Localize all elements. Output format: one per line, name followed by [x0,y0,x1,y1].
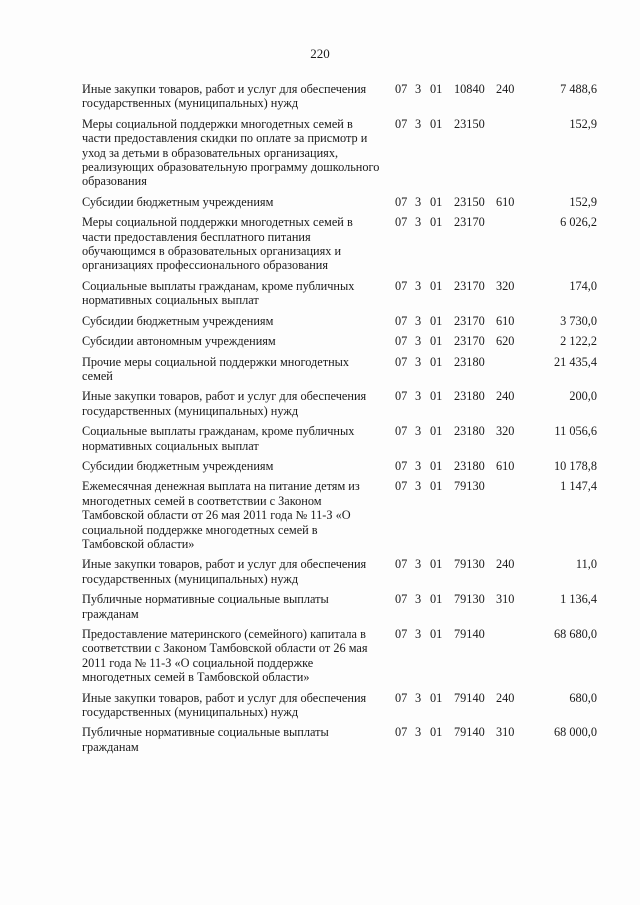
code-direction: 23150 [454,116,485,131]
table-row [0,627,640,685]
table-row [0,389,640,418]
code-program: 01 [430,557,443,572]
code-direction: 23150 [454,194,485,209]
table-row [0,82,640,111]
code-program: 01 [430,82,443,96]
row-name: Меры социальной поддержки многодетных семей в части предоставления скидки по оплате за присмотр и уход за детьми в образовательных организациях, реализующих образовательную программу дошкольного образования [82,116,380,189]
code-program: 01 [430,592,443,607]
code-direction: 23170 [454,215,485,230]
code-expense-type: 620 [496,334,515,349]
code-section: 07 [395,215,408,230]
code-program: 01 [430,458,443,473]
budget-table [0,82,640,760]
code-direction: 23170 [454,313,485,328]
code-program: 01 [430,424,443,439]
table-row [0,117,640,189]
table-row [0,355,640,384]
table-row [0,314,640,328]
code-expense-type: 240 [496,690,515,705]
amount: 3 730,0 [560,313,597,328]
row-name: Меры социальной поддержки многодетных семей в части предоставления бесплатного питания обучающимся в образовательных организациях и организациях профессионального образования [82,215,353,273]
code-program: 01 [430,479,443,494]
code-subsection: 3 [415,424,422,439]
row-name: Социальные выплаты гражданам, кроме публичных нормативных социальных выплат [82,424,355,453]
code-section: 07 [395,389,408,404]
code-expense-type: 320 [496,424,515,439]
code-program: 01 [430,116,443,131]
code-section: 07 [395,424,408,439]
amount: 174,0 [569,278,597,293]
code-section: 07 [395,557,408,572]
table-row [0,592,640,621]
table-row [0,279,640,308]
code-program: 01 [430,278,443,293]
code-program: 01 [430,354,443,369]
code-section: 07 [395,278,408,293]
page-number: 220 [310,46,330,61]
code-subsection: 3 [415,458,422,473]
code-section: 07 [395,116,408,131]
table-row [0,479,640,551]
amount: 11 056,6 [554,424,597,439]
code-section: 07 [395,592,408,607]
row-name: Публичные нормативные социальные выплаты гражданам [82,725,329,754]
code-subsection: 3 [415,194,422,209]
code-section: 07 [395,627,408,641]
table-row [0,334,640,348]
code-subsection: 3 [415,479,422,494]
code-section: 07 [395,458,408,473]
code-subsection: 3 [415,116,422,131]
table-row [0,195,640,209]
code-subsection: 3 [415,627,422,641]
row-name: Прочие меры социальной поддержки многодетных семей [82,354,350,383]
amount: 1 136,4 [560,592,597,607]
amount: 680,0 [569,690,597,705]
code-program: 01 [430,334,443,349]
row-name: Субсидии бюджетным учреждениям [82,458,274,473]
table-row [0,424,640,453]
code-program: 01 [430,627,443,641]
amount: 10 178,8 [553,458,597,473]
table-row [0,557,640,586]
table-row [0,215,640,273]
amount: 68 000,0 [553,725,597,740]
code-section: 07 [395,354,408,369]
code-subsection: 3 [415,557,422,572]
code-direction: 23180 [454,354,485,369]
code-subsection: 3 [415,215,422,230]
row-name: Социальные выплаты гражданам, кроме публичных нормативных социальных выплат [82,278,355,308]
code-subsection: 3 [415,334,422,349]
amount: 2 122,2 [560,334,597,349]
table-row [0,691,640,720]
code-subsection: 3 [415,278,422,293]
code-direction: 79140 [454,690,485,705]
amount: 21 435,4 [553,354,597,369]
row-name: Иные закупки товаров, работ и услуг для обеспечения государственных (муниципальных) нужд [82,389,367,418]
code-program: 01 [430,215,443,230]
code-section: 07 [395,479,408,494]
row-name: Ежемесячная денежная выплата на питание детям из многодетных семей в соответствии с Законом Тамбовской области от 26 мая 2011 года № 11-З «О социальной поддержке многодетных семей в Тамбовской области» [82,479,360,551]
code-expense-type: 610 [496,458,515,473]
code-section: 07 [395,334,408,349]
code-program: 01 [430,313,443,328]
amount: 200,0 [569,389,597,404]
code-expense-type: 320 [496,278,515,293]
code-direction: 79140 [454,627,485,641]
table-row [0,459,640,473]
code-expense-type: 240 [496,82,515,96]
code-expense-type: 310 [496,592,515,607]
code-direction: 79130 [454,479,485,494]
code-subsection: 3 [415,354,422,369]
code-expense-type: 610 [496,194,515,209]
code-section: 07 [395,313,408,328]
row-name: Субсидии бюджетным учреждениям [82,194,274,209]
code-subsection: 3 [415,313,422,328]
row-name: Иные закупки товаров, работ и услуг для обеспечения государственных (муниципальных) нужд [82,690,367,720]
row-name: Иные закупки товаров, работ и услуг для обеспечения государственных (муниципальных) нужд [82,82,367,111]
code-program: 01 [430,725,443,740]
code-subsection: 3 [415,389,422,404]
amount: 7 488,6 [560,82,597,96]
code-program: 01 [430,690,443,705]
table-row [0,725,640,754]
amount: 152,9 [569,194,597,209]
row-name: Иные закупки товаров, работ и услуг для обеспечения государственных (муниципальных) нужд [82,557,367,586]
code-direction: 23180 [454,424,485,439]
amount: 68 680,0 [553,627,597,641]
code-direction: 23180 [454,389,485,404]
code-direction: 23180 [454,458,485,473]
code-section: 07 [395,194,408,209]
code-direction: 79140 [454,725,485,740]
code-section: 07 [395,725,408,740]
code-program: 01 [430,194,443,209]
row-name: Предоставление материнского (семейного) капитала в соответствии с Законом Тамбовской области от 26 мая 2011 года № 11-З «О социальной поддержке многодетных семей в Тамбовской области» [82,627,368,685]
code-direction: 79130 [454,557,485,572]
code-program: 01 [430,389,443,404]
code-direction: 79130 [454,592,485,607]
code-subsection: 3 [415,690,422,705]
amount: 11,0 [575,557,597,572]
code-direction: 23170 [454,278,485,293]
code-subsection: 3 [415,725,422,740]
row-name: Субсидии автономным учреждениям [82,334,276,349]
code-direction: 23170 [454,334,485,349]
code-section: 07 [395,82,408,96]
amount: 1 147,4 [560,479,597,494]
code-subsection: 3 [415,82,422,96]
code-direction: 10840 [454,82,485,96]
code-expense-type: 240 [496,557,515,572]
code-section: 07 [395,690,408,705]
amount: 152,9 [569,116,597,131]
code-expense-type: 240 [496,389,515,404]
code-expense-type: 310 [496,725,515,740]
code-subsection: 3 [415,592,422,607]
code-expense-type: 610 [496,313,515,328]
row-name: Публичные нормативные социальные выплаты гражданам [82,592,329,621]
row-name: Субсидии бюджетным учреждениям [82,313,274,328]
amount: 6 026,2 [560,215,597,230]
